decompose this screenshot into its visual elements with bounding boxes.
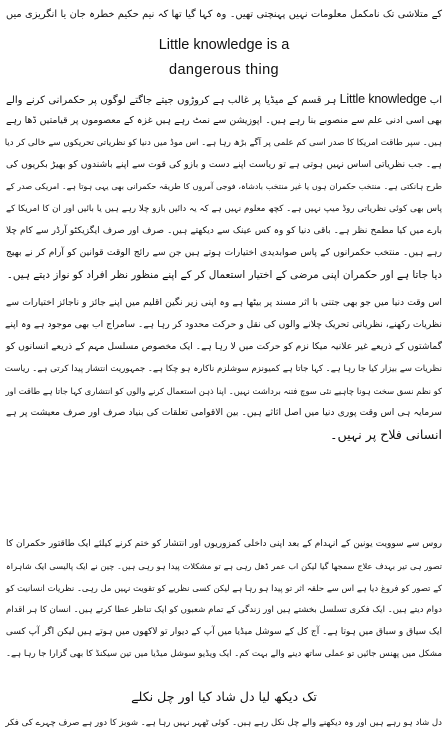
paragraph-3-line: ایک سیاق و سباق میں ہوتا ہے۔ آج کل کے سوشل میڈیا میں آپ کے دیوار تو لاکھوں میں ہوتے ہیں لیکن اگر آپ کسی bbox=[5, 627, 442, 637]
paragraph-1-line-1-pre: اب bbox=[429, 95, 442, 106]
paragraph-1-line: رہے ہیں۔ منتخب حکمرانوں کے پاس صوابدیدی اختیارات ہوتے ہیں جن سے رائج الوقت قوانین کو آرام کر نے بھیج bbox=[6, 247, 442, 258]
paragraph-2-line: انسانی فلاح پر نہیں۔ bbox=[330, 427, 442, 442]
paragraph-1-line: ہے۔ جب نظریاتی اساس نہیں ہوتی ہے تو ریاست اپنے دست و بازو کی قوت سے اپنے باشندوں کو بھیڑ بکریوں کی bbox=[6, 159, 442, 170]
paragraph-2-line: نظریات سے بیزار کیا جا رہا ہے۔ کہا جاتا ہے کمیونزم سوشلزم ناکارہ ہو چکا ہے۔ جمہوریت انتشار پیدا کرتی ہے۔ ریاست bbox=[4, 364, 442, 374]
intro-line: کے متلاشی تک نامکمل معلومات نہیں پہنچتی تھیں۔ وہ کہا گیا تھا کہ نیم حکیم خطرہ جان یا انگریزی میں bbox=[6, 9, 442, 20]
paragraph-2-line: کو نظم نسق سخت ہونا چاہیے نئی سوچ فتنہ برداشت نہیں۔ اپنا ذہن استعمال کرنے والوں کو انتشاری کہا جاتا ہے طاقت اور bbox=[5, 386, 442, 396]
paragraph-2-line: سرمایہ ہی اس وقت پوری دنیا میں اصل اثاثے ہیں۔ بین الاقوامی تعلقات کی بنیاد صرف اور صرف معیشت پر ہے bbox=[6, 407, 442, 418]
paragraph-1-line: پاس بھی کوئی نظریاتی روڈ میپ نہیں ہے۔ کچھ معلوم نہیں ہے کہ یہ دائیں بازو چلا رہے ہیں یا بائیں اور ان کا امریکا کے bbox=[6, 204, 442, 214]
paragraph-1-line-1 bbox=[6, 88, 442, 110]
paragraph-1-line-1-post: ہر قسم کے میڈیا پر غالب ہے کروڑوں جیتے جاگتے لوگوں پر حکمرانی کرنے والے bbox=[6, 95, 337, 106]
paragraph-1-line: بارے میں کیا مطمح نظر ہے۔ باقی دنیا کو وہ کس عینک سے دیکھتے ہیں۔ صرف اور صرف ایگزیکٹو آرڈر سے کام چلا bbox=[6, 226, 442, 236]
closing-line: دل شاد ہو رہے ہیں اور وہ دیکھنے والے چل نکل رہے ہیں۔ کوئی ٹھہر نہیں رہا ہے۔ شوبز کا دور ہے صرف چہرے کی فکر bbox=[5, 718, 442, 728]
paragraph-3-line: روس سے سوویت یونین کے انہدام کے بعد اپنی داخلی کمزوریوں اور انتشار کو ختم کرنے کیلئے ایک طاقتور حکمران کا bbox=[6, 539, 442, 549]
paragraph-3-line: تصور ہی تیر بہدف علاج سمجھا گیا لیکن اب عمر ڈھل رہی ہے تو مشکلات پیدا ہو رہی ہیں۔ چین نے ایک پالیسی ایک شاہراہ bbox=[6, 561, 442, 571]
paragraph-2-line: نظریات رکھنے، نظریاتی تحریک چلانے والوں کی نقل و حرکت محدود کر رہا ہے۔ سامراج اب بھی موجود ہے وہ اپنے bbox=[4, 319, 442, 330]
paragraph-2-line: گماشتوں کے ذریعے غیر علانیہ میکا نزم کو حرکت میں لا رہا ہے۔ ایک مخصوص مسلسل مہم کے ذریعے انسانوں کو bbox=[6, 341, 442, 352]
paragraph-3-line: دوام دیتے ہیں۔ ایک فکری تسلسل بخشتے ہیں اور زندگی کے تمام شعبوں کو ایک تناظر عطا کرتے ہیں۔ انسان کا ہر اقدام bbox=[6, 605, 442, 615]
english-proverb-line-2: dangerous thing bbox=[169, 62, 279, 78]
paragraph-1-line: بھی اسی ادنی علم سے منصوبے بنا رہے ہیں۔ اپوزیشن سے نمٹ رہے ہیں غزہ کے معصوموں پر قیامتیں ڈھا رہے bbox=[6, 115, 442, 126]
paragraph-1-english-phrase: Little knowledge bbox=[339, 92, 427, 106]
verse-line: تک دیکھ لیا دل شاد کیا اور چل نکلے bbox=[131, 689, 317, 704]
paragraph-1-line: دیا جاتا ہے اور حکمران اپنی مرضی کے اختیار استعمال کر کے اپنے منظور نظر افراد کو نواز دیتے ہیں۔ bbox=[6, 269, 442, 281]
english-proverb-line-1: Little knowledge is a bbox=[158, 37, 290, 53]
paragraph-3-line: کے تصور کو فروغ دیا ہے اس سے حلقہ اثر تو پیدا ہو رہا ہے لیکن کسی نظریے کو تقویت نہیں مل رہی۔ نظریات انسانیت کو bbox=[6, 583, 442, 593]
paragraph-2-line: اس وقت دنیا میں جو بھی جتنی با اثر مسند پر بیٹھا ہے وہ اپنی زیر نگین اقلیم میں اپنے جائز و ناجائز اختیارات سے bbox=[6, 297, 442, 308]
paragraph-1-line: طرح ہانکتی ہے۔ منتخب حکمران ہوں یا غیر منتخب بادشاہ، فوجی آمروں کا طریقہ حکمرانی بھی یہی ہوتا ہے۔ امریکی صدر کے bbox=[6, 182, 442, 191]
paragraph-1-line: ہیں۔ سپر طاقت امریکا کا صدر اسی کم علمی پر آگے بڑھ رہا ہے۔ اس موڈ میں دنیا کو نظریاتی تحریکوں سے خالی کر دیا bbox=[4, 138, 442, 148]
paragraph-3-line: مشکل میں پھنس جائیں تو عملی ساتھ دینے والے بہت کم۔ ایک ویڈیو سوشل میڈیا میں تین سیکنڈ کا بھی گزارا جا رہا ہے۔ bbox=[6, 649, 442, 659]
